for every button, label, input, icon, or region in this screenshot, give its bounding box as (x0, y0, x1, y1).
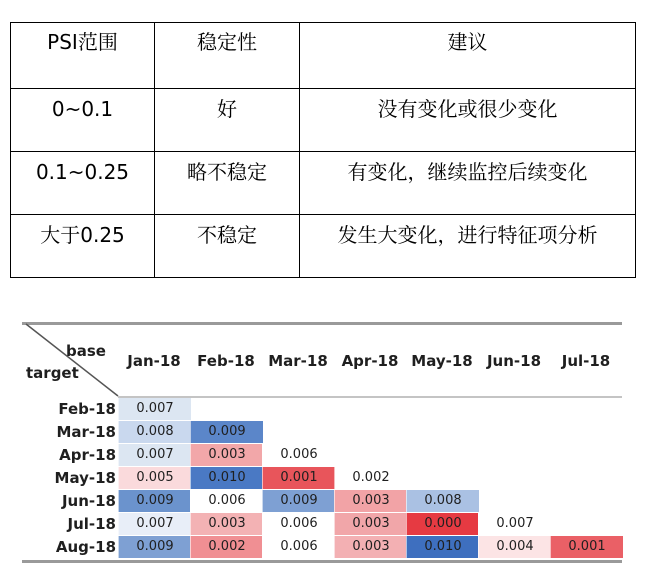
heatmap-cell: 0.010 (190, 467, 263, 489)
heatmap-row-label: May-18 (54, 469, 116, 487)
psi-range-cell: 大于0.25 (11, 215, 155, 278)
psi-header-stability: 稳定性 (155, 23, 300, 89)
heatmap-cell: 0.000 (406, 513, 479, 535)
heatmap-column-label: Mar-18 (268, 352, 328, 370)
heatmap-cell: 0.005 (118, 467, 191, 489)
heatmap-cell: 0.008 (406, 490, 479, 512)
heatmap-cell: 0.010 (406, 536, 479, 558)
heatmap-cell: 0.001 (550, 536, 623, 558)
heatmap-cell: 0.007 (118, 444, 191, 466)
heatmap-cell: 0.004 (478, 536, 551, 558)
heatmap-row-label: Jul-18 (67, 515, 116, 533)
heatmap-cell: 0.006 (262, 513, 335, 535)
heatmap-cell: 0.009 (262, 490, 335, 512)
heatmap-cell: 0.003 (334, 536, 407, 558)
heatmap-cell: 0.003 (190, 444, 263, 466)
heatmap-corner-target-label: target (26, 364, 79, 382)
psi-heatmap (0, 320, 666, 582)
psi-advice-cell: 没有变化或很少变化 (300, 89, 636, 152)
heatmap-row-label: Mar-18 (56, 423, 116, 441)
psi-range-cell: 0~0.1 (11, 89, 155, 152)
heatmap-cell: 0.003 (334, 513, 407, 535)
heatmap-column-label: Jun-18 (486, 352, 542, 370)
heatmap-cell: 0.003 (190, 513, 263, 535)
heatmap-column-label: Jul-18 (561, 352, 611, 370)
heatmap-cell: 0.007 (118, 398, 191, 420)
heatmap-row-label: Aug-18 (55, 538, 116, 556)
heatmap-cell: 0.009 (190, 421, 263, 443)
psi-table-row (11, 152, 636, 215)
heatmap-column-label: Feb-18 (197, 352, 255, 370)
heatmap-cell: 0.008 (118, 421, 191, 443)
heatmap-header-rule (118, 396, 622, 398)
psi-table-row (11, 215, 636, 278)
psi-advice-cell: 发生大变化，进行特征项分析 (300, 215, 636, 278)
heatmap-cell: 0.006 (262, 444, 335, 466)
heatmap-row-label: Feb-18 (58, 400, 116, 418)
psi-table-row (11, 89, 636, 152)
heatmap-row-label: Jun-18 (61, 492, 116, 510)
heatmap-cell: 0.007 (118, 513, 191, 535)
heatmap-row-label: Apr-18 (59, 446, 116, 464)
heatmap-cell: 0.002 (190, 536, 263, 558)
heatmap-cell: 0.007 (478, 513, 551, 535)
heatmap-cell: 0.002 (334, 467, 407, 489)
psi-stability-cell: 不稳定 (155, 215, 300, 278)
heatmap-cell: 0.003 (334, 490, 407, 512)
heatmap-column-label: Apr-18 (341, 352, 399, 370)
psi-range-cell: 0.1~0.25 (11, 152, 155, 215)
heatmap-column-label: May-18 (411, 352, 473, 370)
psi-advice-cell: 有变化，继续监控后续变化 (300, 152, 636, 215)
heatmap-cell: 0.006 (262, 536, 335, 558)
psi-header-advice: 建议 (300, 23, 636, 89)
heatmap-cell: 0.006 (190, 490, 263, 512)
heatmap-corner-base-label: base (66, 342, 106, 360)
heatmap-column-label: Jan-18 (127, 352, 181, 370)
psi-stability-cell: 好 (155, 89, 300, 152)
psi-stability-cell: 略不稳定 (155, 152, 300, 215)
heatmap-cell: 0.009 (118, 490, 191, 512)
heatmap-cell: 0.009 (118, 536, 191, 558)
psi-reference-table (10, 22, 636, 278)
heatmap-bottom-rule (22, 560, 622, 563)
psi-header-range: PSI范围 (11, 23, 155, 89)
heatmap-cell: 0.001 (262, 467, 335, 489)
psi-table-header-row (11, 23, 636, 89)
